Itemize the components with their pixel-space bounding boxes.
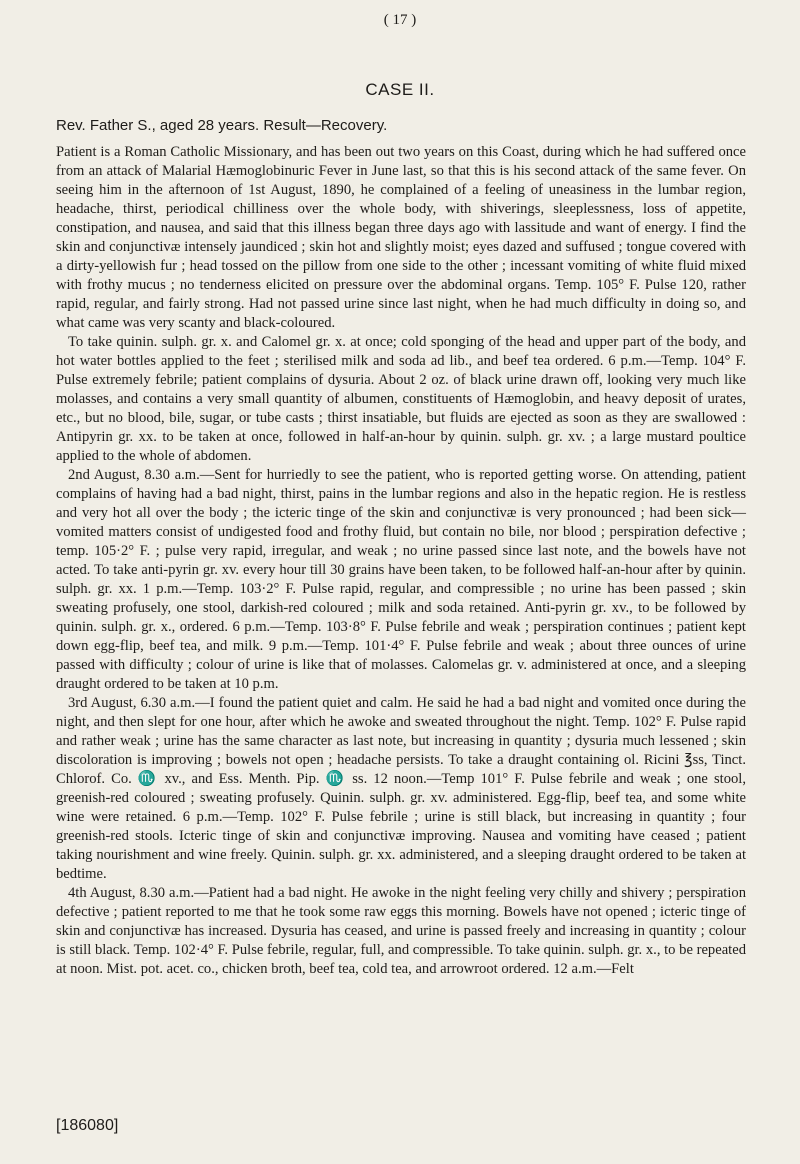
paragraph-treatment: To take quinin. sulph. gr. x. and Calomel gr. x. at once; cold sponging of the head and upper part of the body, and hot water bottles applied to the feet ; sterilised milk and soda ad lib., and beef tea ordered. 6 p.m.—Temp. 104° F. Pulse extremely febrile; patient complains of dysuria. About 2 oz. of black urine drawn off, looking very much like molasses, and contains a very small quantity of albumen, constituents of Hæmoglobin, and heavy deposit of urates, etc., but no blood, bile, sugar, or tube casts ; thirst insatiable, but fluids are ejected as soon as they are swallowed : Antipyrin gr. xx. to be taken at once, followed in half-an-hour by quinin. sulph. gr. xv. ; a large mustard poultice applied to the whole of abdomen. bbox=[56, 334, 746, 464]
case-body bbox=[56, 143, 746, 979]
case-title: CASE II. bbox=[365, 80, 435, 99]
paragraph-history: Patient is a Roman Catholic Missionary, and has been out two years on this Coast, during which he had suffered once from an attack of Malarial Hæmoglobinuric Fever in June last, so that this is his second attack of the same fever. On seeing him in the afternoon of 1st August, 1890, he complained of a feeling of uneasiness in the lumbar region, headache, thirst, periodical chilliness over the whole body, with shiverings, sleeplessness, loss of appetite, constipation, and nausea, and said that this illness began three days ago with lassitude and want of energy. I find the skin and conjunctivæ intensely jaundiced ; skin hot and slightly moist; eyes dazed and suffused ; tongue covered with a dirty-yellowish fur ; head tossed on the pillow from one side to the other ; incessant vomiting of white fluid mixed with frothy mucus ; no tenderness elicited on pressure over the abdominal organs. Temp. 105° F. Pulse 120, rather rapid, regular, and fairly strong. Had not passed urine since last night, when he had much difficulty in doing so, and what came was very scanty and black-coloured. bbox=[56, 144, 746, 331]
page-number: ( 17 ) bbox=[383, 12, 417, 28]
case-subtitle: Rev. Father S., aged 28 years. Result—Recovery. bbox=[56, 117, 388, 134]
paragraph-4th-august: 4th August, 8.30 a.m.—Patient had a bad night. He awoke in the night feeling very chilly and shivery ; perspiration defective ; patient reported to me that he took some raw eggs this morning. Bowels have not opened ; icteric tinge of skin and conjunctivæ has increased. Dysuria has ceased, and urine is passed freely and increasing in quantity ; colour is still black. Temp. 102·4° F. Pulse febrile, regular, full, and compressible. To take quinin. sulph. gr. x., to be repeated at noon. Mist. pot. acet. co., chicken broth, beef tea, cold tea, and arrowroot ordered. 12 a.m.—Felt bbox=[56, 885, 746, 977]
paragraph-3rd-august: 3rd August, 6.30 a.m.—I found the patient quiet and calm. He said he had a bad night and vomited once during the night, and then slept for one hour, after which he awoke and sweated throughout the night. Temp. 102° F. Pulse rapid and rather weak ; urine has the same character as last note, but increasing in quantity ; dysuria much lessened ; skin discoloration is improving ; bowels not open ; headache persists. To take a draught containing ol. Ricini ℥ss, Tinct. Chlorof. Co. ♏ xv., and Ess. Menth. Pip. ♏ ss. 12 noon.—Temp 101° F. Pulse febrile and weak ; one stool, greenish-red coloured ; sweating profusely. Quinin. sulph. gr. xv. administered. Egg-flip, beef tea, and some white wine were retained. 6 p.m.—Temp. 102° F. Pulse febrile ; urine is still black, but increasing in quantity ; four greenish-red stools. Icteric tinge of skin and conjunctivæ improving. Nausea and vomiting have ceased ; patient taking nourishment and wine freely. Quinin. sulph. gr. xx. administered, and a sleeping draught ordered to be taken at bedtime. bbox=[56, 695, 746, 882]
paragraph-2nd-august: 2nd August, 8.30 a.m.—Sent for hurriedly to see the patient, who is reported getting worse. On attending, patient complains of having had a bad night, thirst, pains in the lumbar regions and also in the hepatic region. He is restless and very hot all over the body ; the icteric tinge of the skin and conjunctivæ is very pronounced ; had been sick—vomited matters consist of undigested food and frothy fluid, but contain no bile, nor blood ; perspiration defective ; temp. 105·2° F. ; pulse very rapid, irregular, and weak ; no urine passed since last note, and the bowels have not acted. To take anti-pyrin gr. xv. every hour till 30 grains have been taken, to be followed half-an-hour after by quinin. sulph. gr. xx. 1 p.m.—Temp. 103·2° F. Pulse rapid, regular, and compressible ; no urine has been passed ; skin sweating profusely, one stool, darkish-red coloured ; milk and soda retained. Anti-pyrin gr. xv., to be followed by quinin. sulph. gr. x., ordered. 6 p.m.—Temp. 103·8° F. Pulse febrile and weak ; perspiration continues ; patient kept down egg-flip, beef tea, and milk. 9 p.m.—Temp. 101·4° F. Pulse febrile and weak ; about three ounces of urine passed with difficulty ; colour of urine is like that of molasses. Calomelas gr. v. administered at once, and a sleeping draught ordered to be taken at 10 p.m. bbox=[56, 467, 746, 692]
catalogue-number: [186080] bbox=[56, 1117, 119, 1134]
